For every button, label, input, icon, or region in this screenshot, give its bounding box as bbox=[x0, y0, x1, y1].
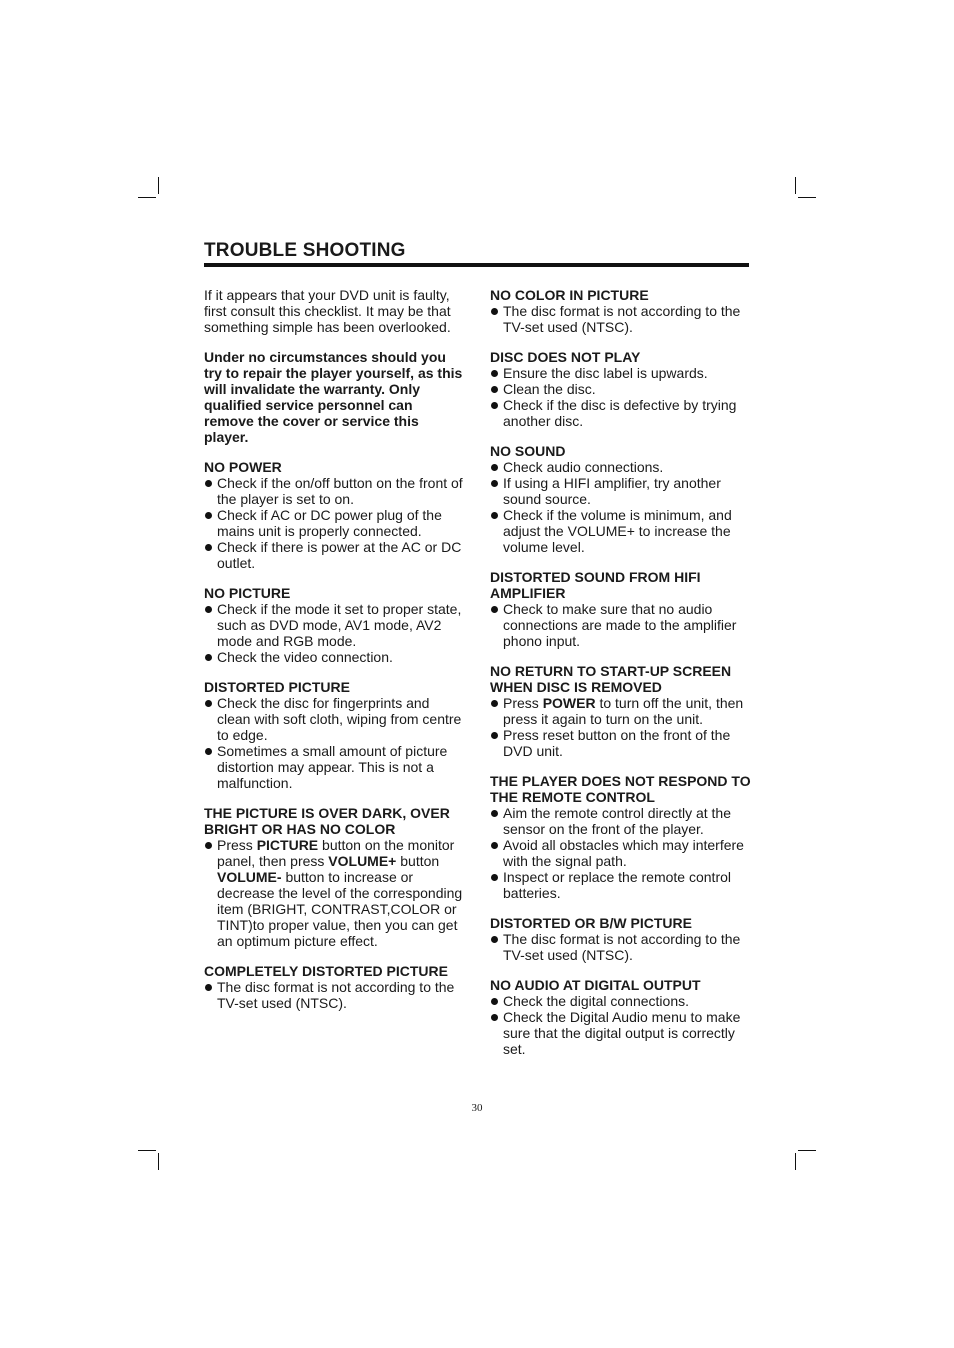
list-item bbox=[490, 475, 752, 507]
button-name-volume-minus: VOLUME- bbox=[217, 869, 282, 885]
bullet-icon bbox=[491, 370, 498, 377]
right-column bbox=[490, 287, 752, 1071]
list-item-text: Avoid all obstacles which may interfere with the signal path. bbox=[503, 837, 744, 869]
section-heading: COMPLETELY DISTORTED PICTURE bbox=[204, 963, 448, 979]
crop-mark bbox=[138, 197, 156, 198]
list-item-text: Check if the disc is defective by trying another disc. bbox=[503, 397, 737, 429]
bullet-icon bbox=[205, 544, 212, 551]
list-item bbox=[490, 931, 752, 963]
crop-mark bbox=[138, 1150, 156, 1151]
list-item-text: Check the digital connections. bbox=[503, 993, 689, 1009]
crop-mark bbox=[798, 1150, 816, 1151]
section-heading: DISTORTED SOUND FROM HIFI AMPLIFIER bbox=[490, 569, 701, 601]
bullet-list bbox=[490, 805, 752, 901]
bullet-icon bbox=[491, 1014, 498, 1021]
list-item-text bbox=[217, 837, 462, 949]
bullet-icon bbox=[491, 732, 498, 739]
text-run: Press bbox=[217, 837, 257, 853]
section-no-remote-response bbox=[490, 773, 752, 901]
list-item-text: Aim the remote control directly at the sensor on the front of the player. bbox=[503, 805, 731, 837]
list-item bbox=[490, 869, 752, 901]
warning-paragraph: Under no circumstances should you try to repair the player yourself, as this will invalidate the warranty. Only qualified service personnel can remove the cover or service this player. bbox=[204, 349, 463, 445]
bullet-icon bbox=[491, 700, 498, 707]
section-heading: DISC DOES NOT PLAY bbox=[490, 349, 641, 365]
list-item bbox=[490, 365, 752, 381]
section-heading: NO COLOR IN PICTURE bbox=[490, 287, 649, 303]
section-distorted-picture bbox=[204, 679, 466, 791]
list-item bbox=[204, 475, 466, 507]
list-item-text: Check the disc for fingerprints and clean with soft cloth, wiping from centre to edge. bbox=[217, 695, 462, 743]
list-item bbox=[490, 805, 752, 837]
section-heading: THE PLAYER DOES NOT RESPOND TO THE REMOTE CONTROL bbox=[490, 773, 751, 805]
list-item-text: Sometimes a small amount of picture distortion may appear. This is not a malfunction. bbox=[217, 743, 448, 791]
bullet-icon bbox=[205, 700, 212, 707]
section-picture-dark-bright bbox=[204, 805, 466, 949]
bullet-icon bbox=[491, 936, 498, 943]
bullet-icon bbox=[491, 874, 498, 881]
bullet-list bbox=[204, 837, 466, 949]
list-item-text: Check if AC or DC power plug of the mains unit is properly connected. bbox=[217, 507, 442, 539]
list-item-text: Clean the disc. bbox=[503, 381, 596, 397]
crop-mark bbox=[158, 1153, 159, 1170]
list-item bbox=[490, 601, 752, 649]
text-run: Press bbox=[503, 695, 543, 711]
section-heading: NO AUDIO AT DIGITAL OUTPUT bbox=[490, 977, 701, 993]
list-item bbox=[490, 303, 752, 335]
list-item bbox=[204, 539, 466, 571]
list-item-text: Check if there is power at the AC or DC outlet. bbox=[217, 539, 462, 571]
section-distorted-bw bbox=[490, 915, 752, 963]
section-disc-does-not-play bbox=[490, 349, 752, 429]
page-number: 30 bbox=[471, 1102, 483, 1114]
crop-mark bbox=[795, 1153, 796, 1170]
section-heading: DISTORTED OR B/W PICTURE bbox=[490, 915, 692, 931]
list-item-text: Inspect or replace the remote control batteries. bbox=[503, 869, 732, 901]
list-item-text: Ensure the disc label is upwards. bbox=[503, 365, 708, 381]
section-no-return-startup bbox=[490, 663, 752, 759]
list-item-text: Check the video connection. bbox=[217, 649, 393, 665]
section-heading: NO SOUND bbox=[490, 443, 566, 459]
list-item bbox=[490, 507, 752, 555]
bullet-icon bbox=[491, 810, 498, 817]
intro-paragraph: If it appears that your DVD unit is faulty, first consult this checklist. It may be that something simple has been overlooked. bbox=[204, 287, 451, 335]
list-item-text: The disc format is not according to the TV-set used (NTSC). bbox=[217, 979, 455, 1011]
text-run: to turn off the unit, then press it again to turn on the unit. bbox=[503, 695, 744, 727]
section-no-digital-audio bbox=[490, 977, 752, 1057]
list-item bbox=[204, 979, 466, 1011]
list-item bbox=[490, 727, 752, 759]
section-heading: NO PICTURE bbox=[204, 585, 291, 601]
list-item bbox=[204, 507, 466, 539]
list-item-text: The disc format is not according to the TV-set used (NTSC). bbox=[503, 303, 741, 335]
list-item bbox=[204, 743, 466, 791]
crop-mark bbox=[158, 177, 159, 194]
bullet-list bbox=[490, 993, 752, 1057]
list-item-text: Check if the volume is minimum, and adjust the VOLUME+ to increase the volume level. bbox=[503, 507, 732, 555]
crop-mark bbox=[795, 177, 796, 194]
section-heading: DISTORTED PICTURE bbox=[204, 679, 350, 695]
list-item bbox=[490, 459, 752, 475]
list-item bbox=[204, 695, 466, 743]
list-item bbox=[204, 601, 466, 649]
bullet-list bbox=[490, 459, 752, 555]
bullet-icon bbox=[491, 512, 498, 519]
section-completely-distorted bbox=[204, 963, 466, 1011]
bullet-icon bbox=[491, 606, 498, 613]
bullet-list bbox=[490, 365, 752, 429]
page-title: TROUBLE SHOOTING bbox=[204, 240, 406, 261]
bullet-list bbox=[204, 695, 466, 791]
list-item-text: Check to make sure that no audio connections are made to the amplifier phono input. bbox=[503, 601, 737, 649]
bullet-icon bbox=[205, 512, 212, 519]
bullet-icon bbox=[491, 308, 498, 315]
list-item bbox=[490, 381, 752, 397]
bullet-icon bbox=[491, 464, 498, 471]
bullet-icon bbox=[205, 842, 212, 849]
bullet-icon bbox=[205, 654, 212, 661]
section-distorted-sound bbox=[490, 569, 752, 649]
button-name-power: POWER bbox=[542, 695, 596, 711]
bullet-icon bbox=[491, 402, 498, 409]
list-item bbox=[490, 837, 752, 869]
bullet-list bbox=[204, 475, 466, 571]
section-no-picture bbox=[204, 585, 466, 665]
bullet-icon bbox=[491, 480, 498, 487]
crop-mark bbox=[798, 197, 816, 198]
list-item-text: Check if the mode it set to proper state, such as DVD mode, AV1 mode, AV2 mode and RGB mode. bbox=[217, 601, 462, 649]
list-item-text: Check the Digital Audio menu to make sure that the digital output is correctly set. bbox=[503, 1009, 741, 1057]
section-heading: NO POWER bbox=[204, 459, 282, 475]
button-name-volume-plus: VOLUME+ bbox=[328, 853, 397, 869]
section-no-power bbox=[204, 459, 466, 571]
section-no-color bbox=[490, 287, 752, 335]
bullet-list bbox=[490, 931, 752, 963]
bullet-list bbox=[204, 979, 466, 1011]
bullet-icon bbox=[205, 480, 212, 487]
bullet-icon bbox=[205, 748, 212, 755]
bullet-list bbox=[204, 601, 466, 665]
left-column bbox=[204, 287, 466, 1025]
text-run: button bbox=[396, 853, 440, 869]
section-no-sound bbox=[490, 443, 752, 555]
list-item-text: Check audio connections. bbox=[503, 459, 664, 475]
list-item bbox=[204, 649, 466, 665]
title-rule bbox=[204, 263, 749, 267]
section-heading: THE PICTURE IS OVER DARK, OVER BRIGHT OR HAS NO COLOR bbox=[204, 805, 450, 837]
text-run: button on the monitor panel, then press bbox=[217, 837, 455, 869]
text-run: button to increase or decrease the level of the corresponding item (BRIGHT, CONTRAST,COLOR or TINT)to proper value, then you can get an optimum picture effect. bbox=[217, 869, 463, 949]
list-item-text: Check if the on/off button on the front of the player is set to on. bbox=[217, 475, 463, 507]
list-item-text: The disc format is not according to the TV-set used (NTSC). bbox=[503, 931, 741, 963]
bullet-list bbox=[490, 303, 752, 335]
bullet-list bbox=[490, 695, 752, 759]
button-name-picture: PICTURE bbox=[256, 837, 319, 853]
bullet-icon bbox=[491, 998, 498, 1005]
bullet-icon bbox=[205, 984, 212, 991]
bullet-icon bbox=[491, 842, 498, 849]
bullet-icon bbox=[491, 386, 498, 393]
list-item bbox=[490, 695, 752, 727]
list-item-text: If using a HIFI amplifier, try another sound source. bbox=[503, 475, 721, 507]
list-item bbox=[204, 837, 466, 949]
list-item bbox=[490, 1009, 752, 1057]
list-item bbox=[490, 397, 752, 429]
list-item-text bbox=[503, 695, 743, 727]
list-item-text: Press reset button on the front of the DVD unit. bbox=[503, 727, 731, 759]
bullet-icon bbox=[205, 606, 212, 613]
bullet-list bbox=[490, 601, 752, 649]
list-item bbox=[490, 993, 752, 1009]
section-heading: NO RETURN TO START-UP SCREEN WHEN DISC IS REMOVED bbox=[490, 663, 732, 695]
